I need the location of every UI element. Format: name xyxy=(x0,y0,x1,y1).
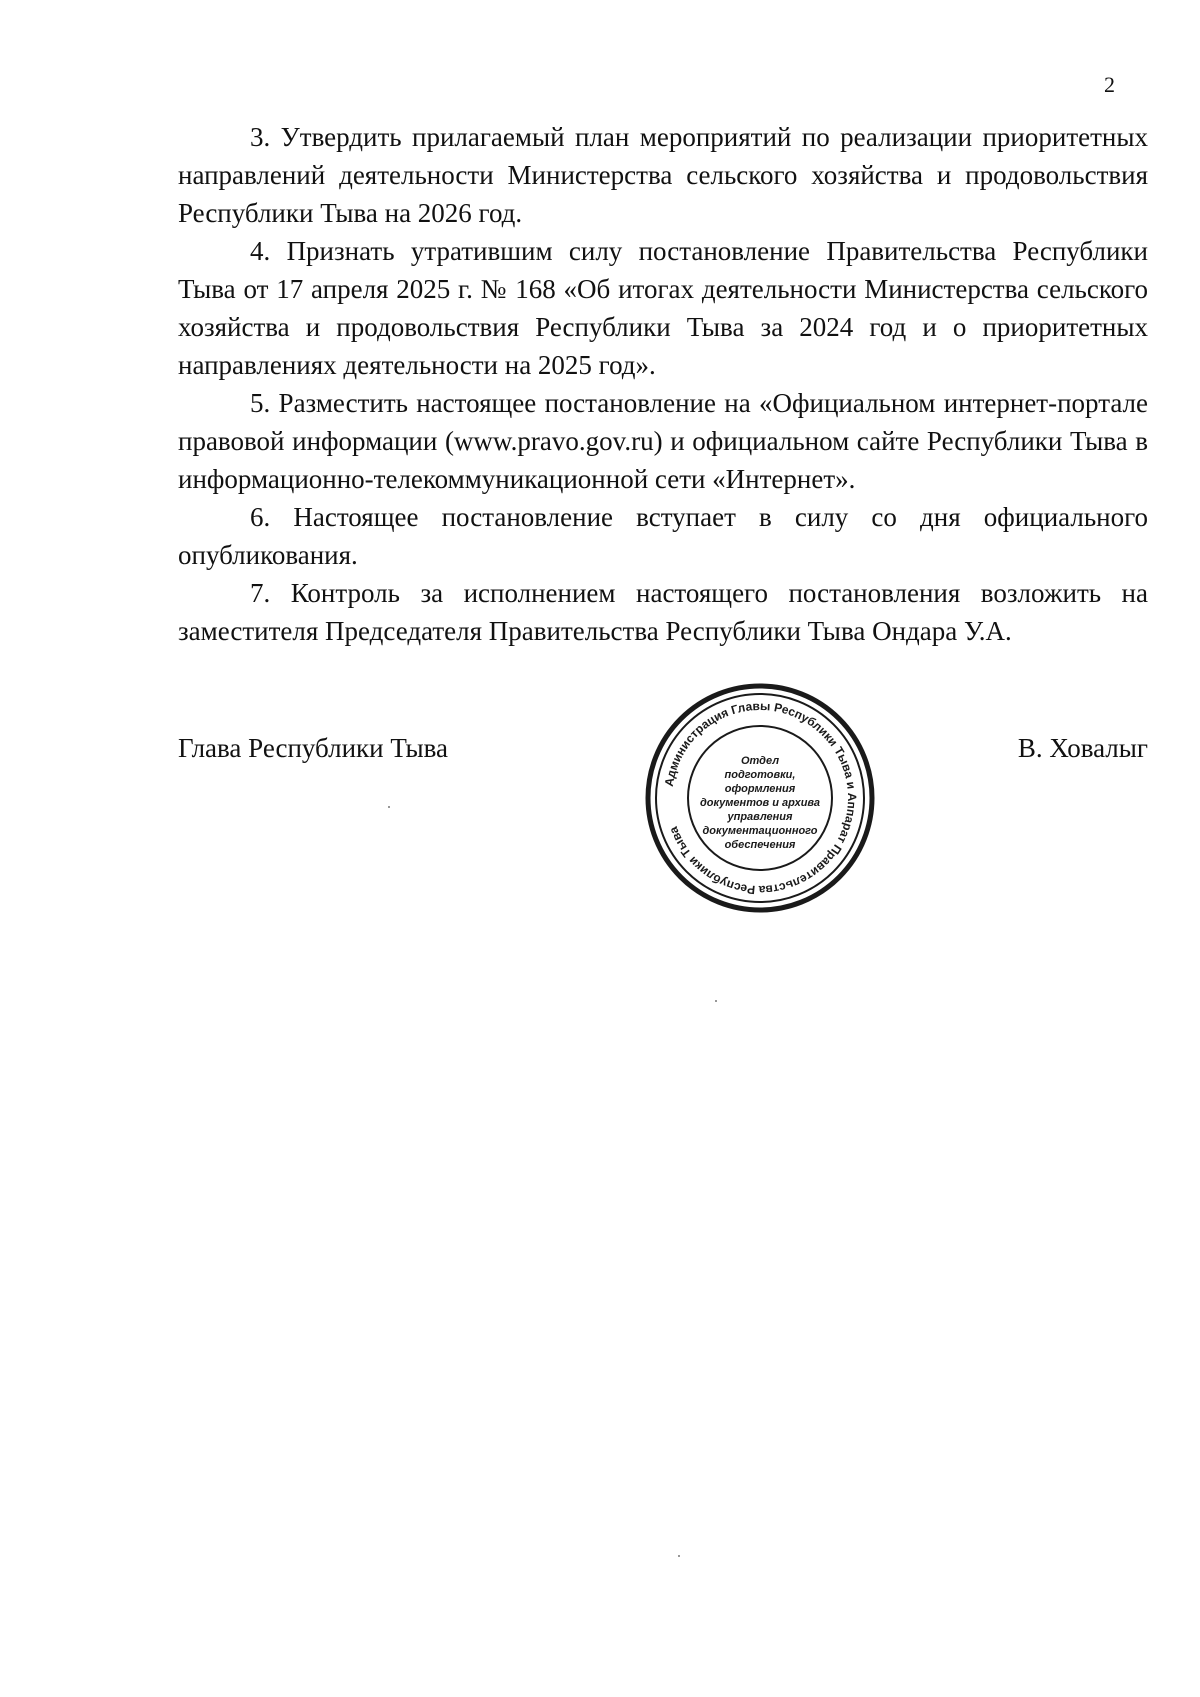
scan-speck xyxy=(388,806,390,808)
page-number: 2 xyxy=(1104,72,1115,97)
seal-ring-text: Администрация Главы Республики Тыва и Аппарат Правительства Республики Тыва xyxy=(661,698,860,898)
paragraph-4: 4. Признать утратившим силу постановление Правительства Республики Тыва от 17 апреля 2025 г. № 168 «Об итогах деятельности Министерства сельского хозяйства и продовольствия Республики Тыва за 2024 год и о приоритетных направлениях деятельности на 2025 год». xyxy=(178,236,1148,380)
scan-speck xyxy=(678,1555,680,1557)
signatory-title: Глава Республики Тыва xyxy=(178,733,449,763)
paragraph-7: 7. Контроль за исполнением настоящего постановления возложить на заместителя Председателя Правительства Республики Тыва Ондара У.А. xyxy=(178,578,1148,646)
seal-line-3: оформления xyxy=(724,783,796,795)
paragraph-5: 5. Разместить настоящее постановление на «Официальном интернет-портале правовой информации (www.pravo.gov.ru) и официальном сайте Республики Тыва в информационно-телекоммуникационной сети «Интернет». xyxy=(178,388,1148,494)
seal-line-1: Отдел xyxy=(740,755,780,767)
seal-line-5: управления xyxy=(727,811,793,823)
scan-speck xyxy=(715,1000,717,1002)
paragraph-3: 3. Утвердить прилагаемый план мероприятий по реализации приоритетных направлений деятельности Министерства сельского хозяйства и продовольствия Республики Тыва на 2026 год. xyxy=(178,122,1148,228)
seal-center-text xyxy=(700,755,820,851)
paragraph-6: 6. Настоящее постановление вступает в силу со дня официального опубликования. xyxy=(178,502,1148,570)
signatory-name: В. Ховалыг xyxy=(1017,733,1148,763)
document-body xyxy=(178,118,1148,650)
official-seal xyxy=(640,678,880,918)
seal-line-7: обеспечения xyxy=(724,839,796,851)
seal-line-4: документов и архива xyxy=(699,797,821,809)
seal-line-6: документационного xyxy=(702,825,818,837)
seal-line-2: подготовки, xyxy=(724,769,796,781)
